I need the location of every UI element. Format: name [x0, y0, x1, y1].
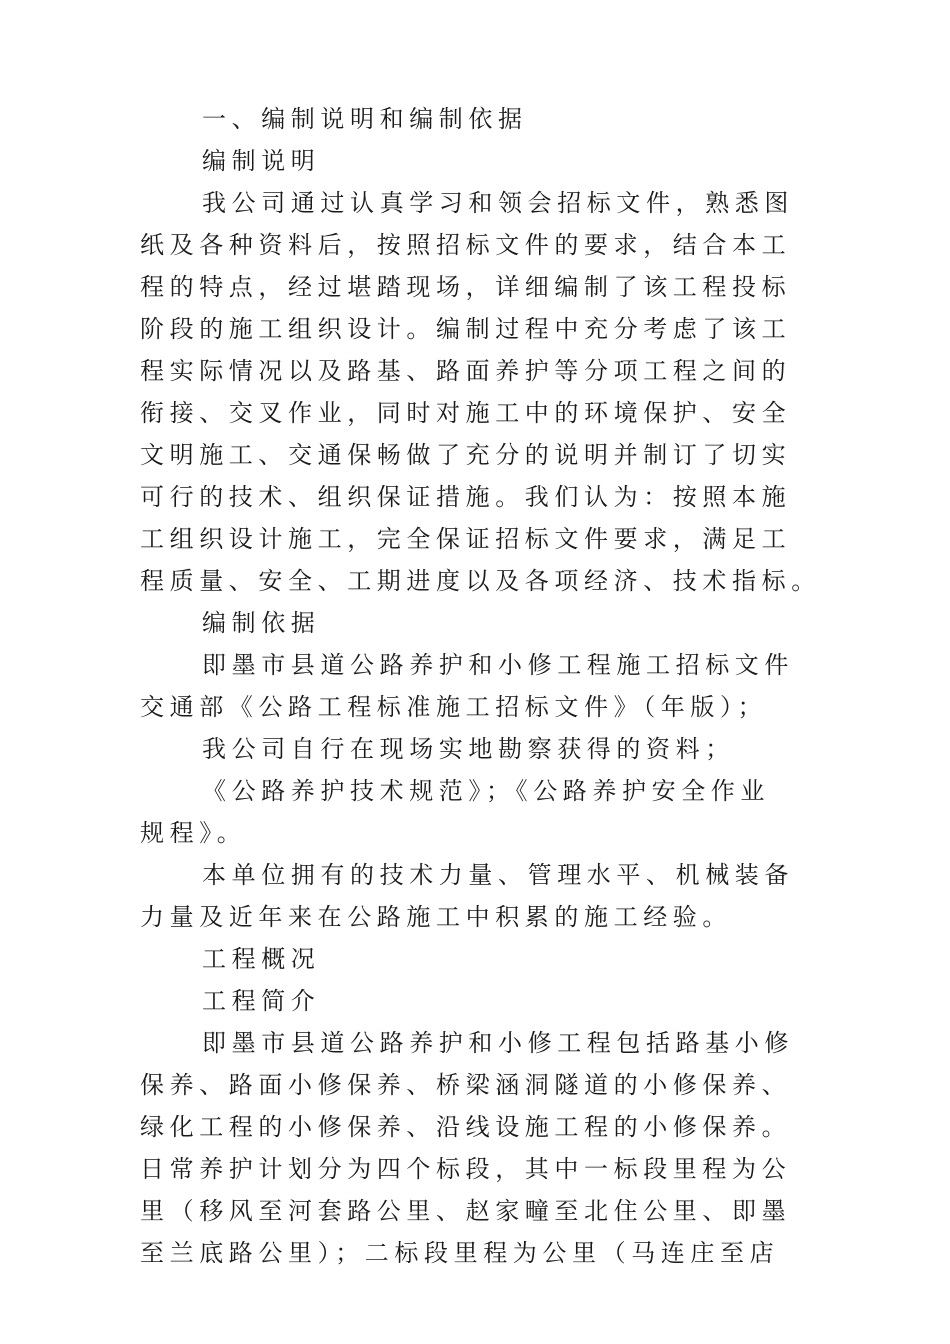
text-line: 工程简介 — [202, 987, 321, 1015]
text-line: 工组织设计施工，完全保证招标文件要求，满足工 — [140, 525, 792, 553]
text-line: 保养、路面小修保养、桥梁涵洞隧道的小修保养、 — [140, 1071, 792, 1099]
text-line: 程的特点，经过堪踏现场，详细编制了该工程投标 — [140, 273, 792, 301]
text-line: 日常养护计划分为四个标段，其中一标段里程为公 — [140, 1155, 792, 1183]
text-line: 绿化工程的小修保养、沿线设施工程的小修保养。 — [140, 1113, 792, 1141]
text-line: 可行的技术、组织保证措施。我们认为：按照本施 — [140, 483, 792, 511]
text-line: 衔接、交叉作业，同时对施工中的环境保护、安全 — [140, 399, 792, 427]
text-line: 规程》。 — [140, 819, 247, 847]
text-line: 本单位拥有的技术力量、管理水平、机械装备 — [202, 861, 794, 889]
text-line: 编制说明 — [202, 147, 321, 175]
text-line: 《公路养护技术规范》；《公路养护安全作业 — [202, 777, 770, 805]
text-line: 程实际情况以及路基、路面养护等分项工程之间的 — [140, 357, 792, 385]
text-line: 程质量、安全、工期进度以及各项经济、技术指标。 — [140, 567, 821, 595]
text-line: 即墨市县道公路养护和小修工程包括路基小修 — [202, 1029, 794, 1057]
text-line: 我公司自行在现场实地勘察获得的资料； — [202, 735, 735, 763]
text-line: 里（移风至河套路公里、赵家疃至北住公里、即墨 — [140, 1197, 792, 1225]
text-line: 力量及近年来在公路施工中积累的施工经验。 — [140, 903, 732, 931]
text-line: 编制依据 — [202, 609, 321, 637]
text-line: 纸及各种资料后，按照招标文件的要求，结合本工 — [140, 231, 792, 259]
document-body — [140, 98, 820, 1274]
text-line: 文明施工、交通保畅做了充分的说明并制订了切实 — [140, 441, 792, 469]
text-line: 一、编制说明和编制依据 — [202, 105, 528, 133]
text-line: 工程概况 — [202, 945, 321, 973]
text-line: 即墨市县道公路养护和小修工程施工招标文件 — [202, 651, 794, 679]
text-line: 我公司通过认真学习和领会招标文件，熟悉图 — [202, 189, 794, 217]
text-line: 至兰底路公里）；二标段里程为公里（马连庄至店 — [140, 1239, 780, 1267]
text-line: 阶段的施工组织设计。编制过程中充分考虑了该工 — [140, 315, 792, 343]
text-line: 交通部《公路工程标准施工招标文件》（年版）； — [140, 693, 768, 721]
